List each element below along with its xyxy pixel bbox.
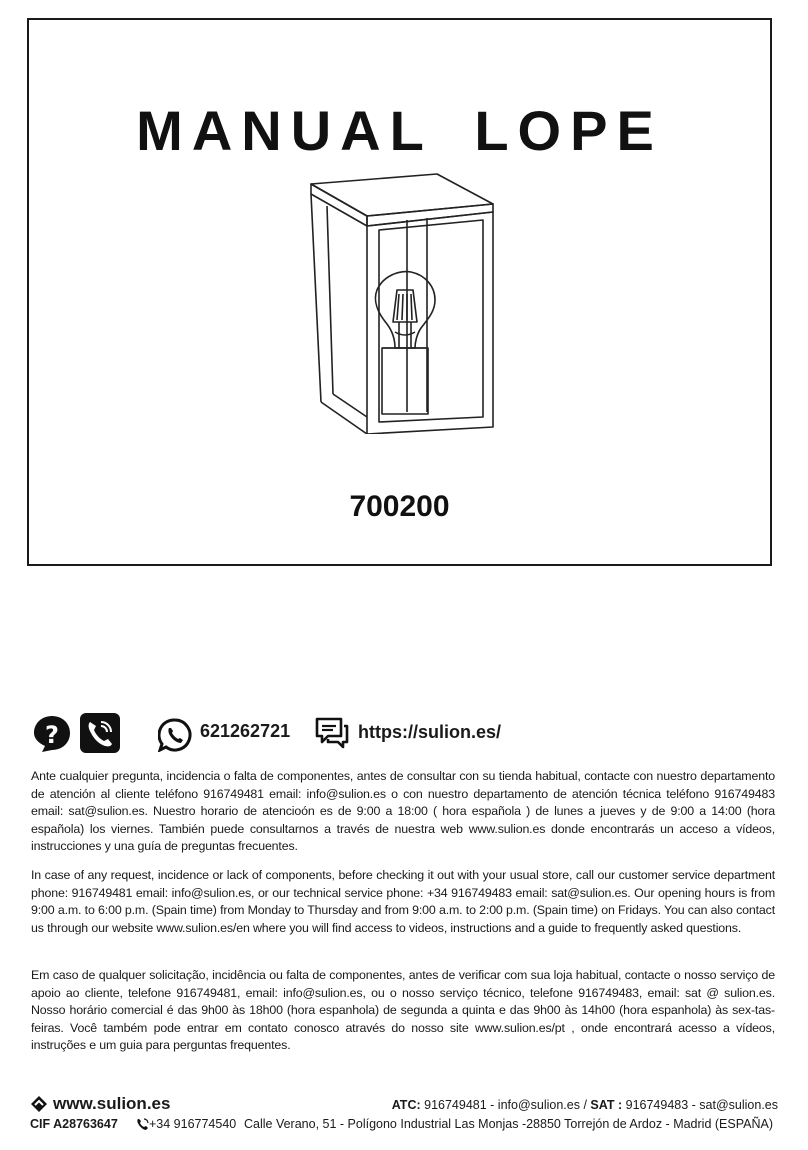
support-contacts [392, 1098, 778, 1112]
info-paragraph-pt: Em caso de qualquer solicitação, incidência ou falta de componentes, antes de verificar com sua loja habitual, contacte o nosso serviço de apoio ao cliente, telefone 916749481, email: info@sulion.es, ou o nosso serviço técnico, telefone 916749483, email: sat @ sulion.es. Nosso horário comercial é das 9h00 às 18h00 (hora espanhola) de segunda a quinta e das 9h00 às 14h00 (hora espanhola) às sex-tas-feiras. Você também pode entrar em contato conosco através do nosso site www.sulion.es/pt , onde encontrará acesso a vídeos, instruções e um guia para perguntas frequentes. [31, 968, 775, 1052]
svg-text:?: ? [45, 721, 59, 749]
sat-value: 916749483 - sat@sulion.es [625, 1098, 778, 1112]
phone-call-icon [78, 712, 122, 754]
sulion-logo-icon [30, 1095, 48, 1113]
atc-label: ATC: [391, 1098, 421, 1112]
manual-title: MANUAL LOPE [136, 99, 663, 162]
phone-number: +34 916774540 [149, 1117, 237, 1131]
product-code: 700200 [349, 490, 450, 523]
phone-icon [136, 1118, 149, 1131]
website-link[interactable]: https://sulion.es/ [358, 722, 502, 742]
info-paragraph-es: Ante cualquier pregunta, incidencia o falta de componentes, antes de consultar con su tienda habitual, contacte con nuestro departamento de atención al cliente teléfono 916749481 email: info@sulion.es o con nuestro departamento de atención técnica teléfono 916749483 email: sat@sulion.es. Nuestro horario de atencioón es de 9:00 a 18:00 ( hora española ) de lunes a jueves y de 9:00 a 14:00 (hora española) los viernes. También puede consultarnos a través de nuestra web www.sulion.es donde encontrarás un acceso a vídeos, instrucciones y una guía de preguntas frecuentes. [31, 769, 775, 853]
sat-label: SAT : [590, 1098, 623, 1112]
wall-lamp-illustration [307, 172, 497, 434]
contact-row [32, 712, 772, 754]
company-phone [136, 1117, 236, 1131]
footer-bottom-row [30, 1117, 782, 1135]
atc-value: 916749481 - info@sulion.es / [424, 1098, 587, 1112]
whatsapp-icon [158, 718, 192, 752]
company-address: Calle Verano, 51 - Polígono Industrial Las Monjas -28850 Torrejón de Ardoz - Madrid (ESPAÑA) [244, 1117, 773, 1131]
brand-link[interactable] [30, 1094, 170, 1114]
cif-number: CIF A28763647 [30, 1117, 118, 1131]
info-paragraph-en: In case of any request, incidence or lack of components, before checking it out with your usual store, call our customer service department phone: 916749481 email: info@sulion.es, or our technical service phone: +34 916749483 email: sat@sulion.es. Our opening hours is from 9:00 a.m. to 6:00 p.m. (Spain time) from Monday to Thursday and from 9:00 a.m. to 2:00 p.m. (Spain time) on Fridays. You can also contact us through our website www.sulion.es/en where you will find access to videos, instructions and a guide to frequently asked questions. [31, 868, 775, 935]
footer-top-row [30, 1094, 778, 1114]
whatsapp-number[interactable]: 621262721 [200, 721, 291, 741]
chat-icon [314, 716, 350, 750]
question-help-icon [32, 714, 72, 754]
cover-frame [27, 18, 772, 566]
brand-url: www.sulion.es [53, 1094, 171, 1113]
